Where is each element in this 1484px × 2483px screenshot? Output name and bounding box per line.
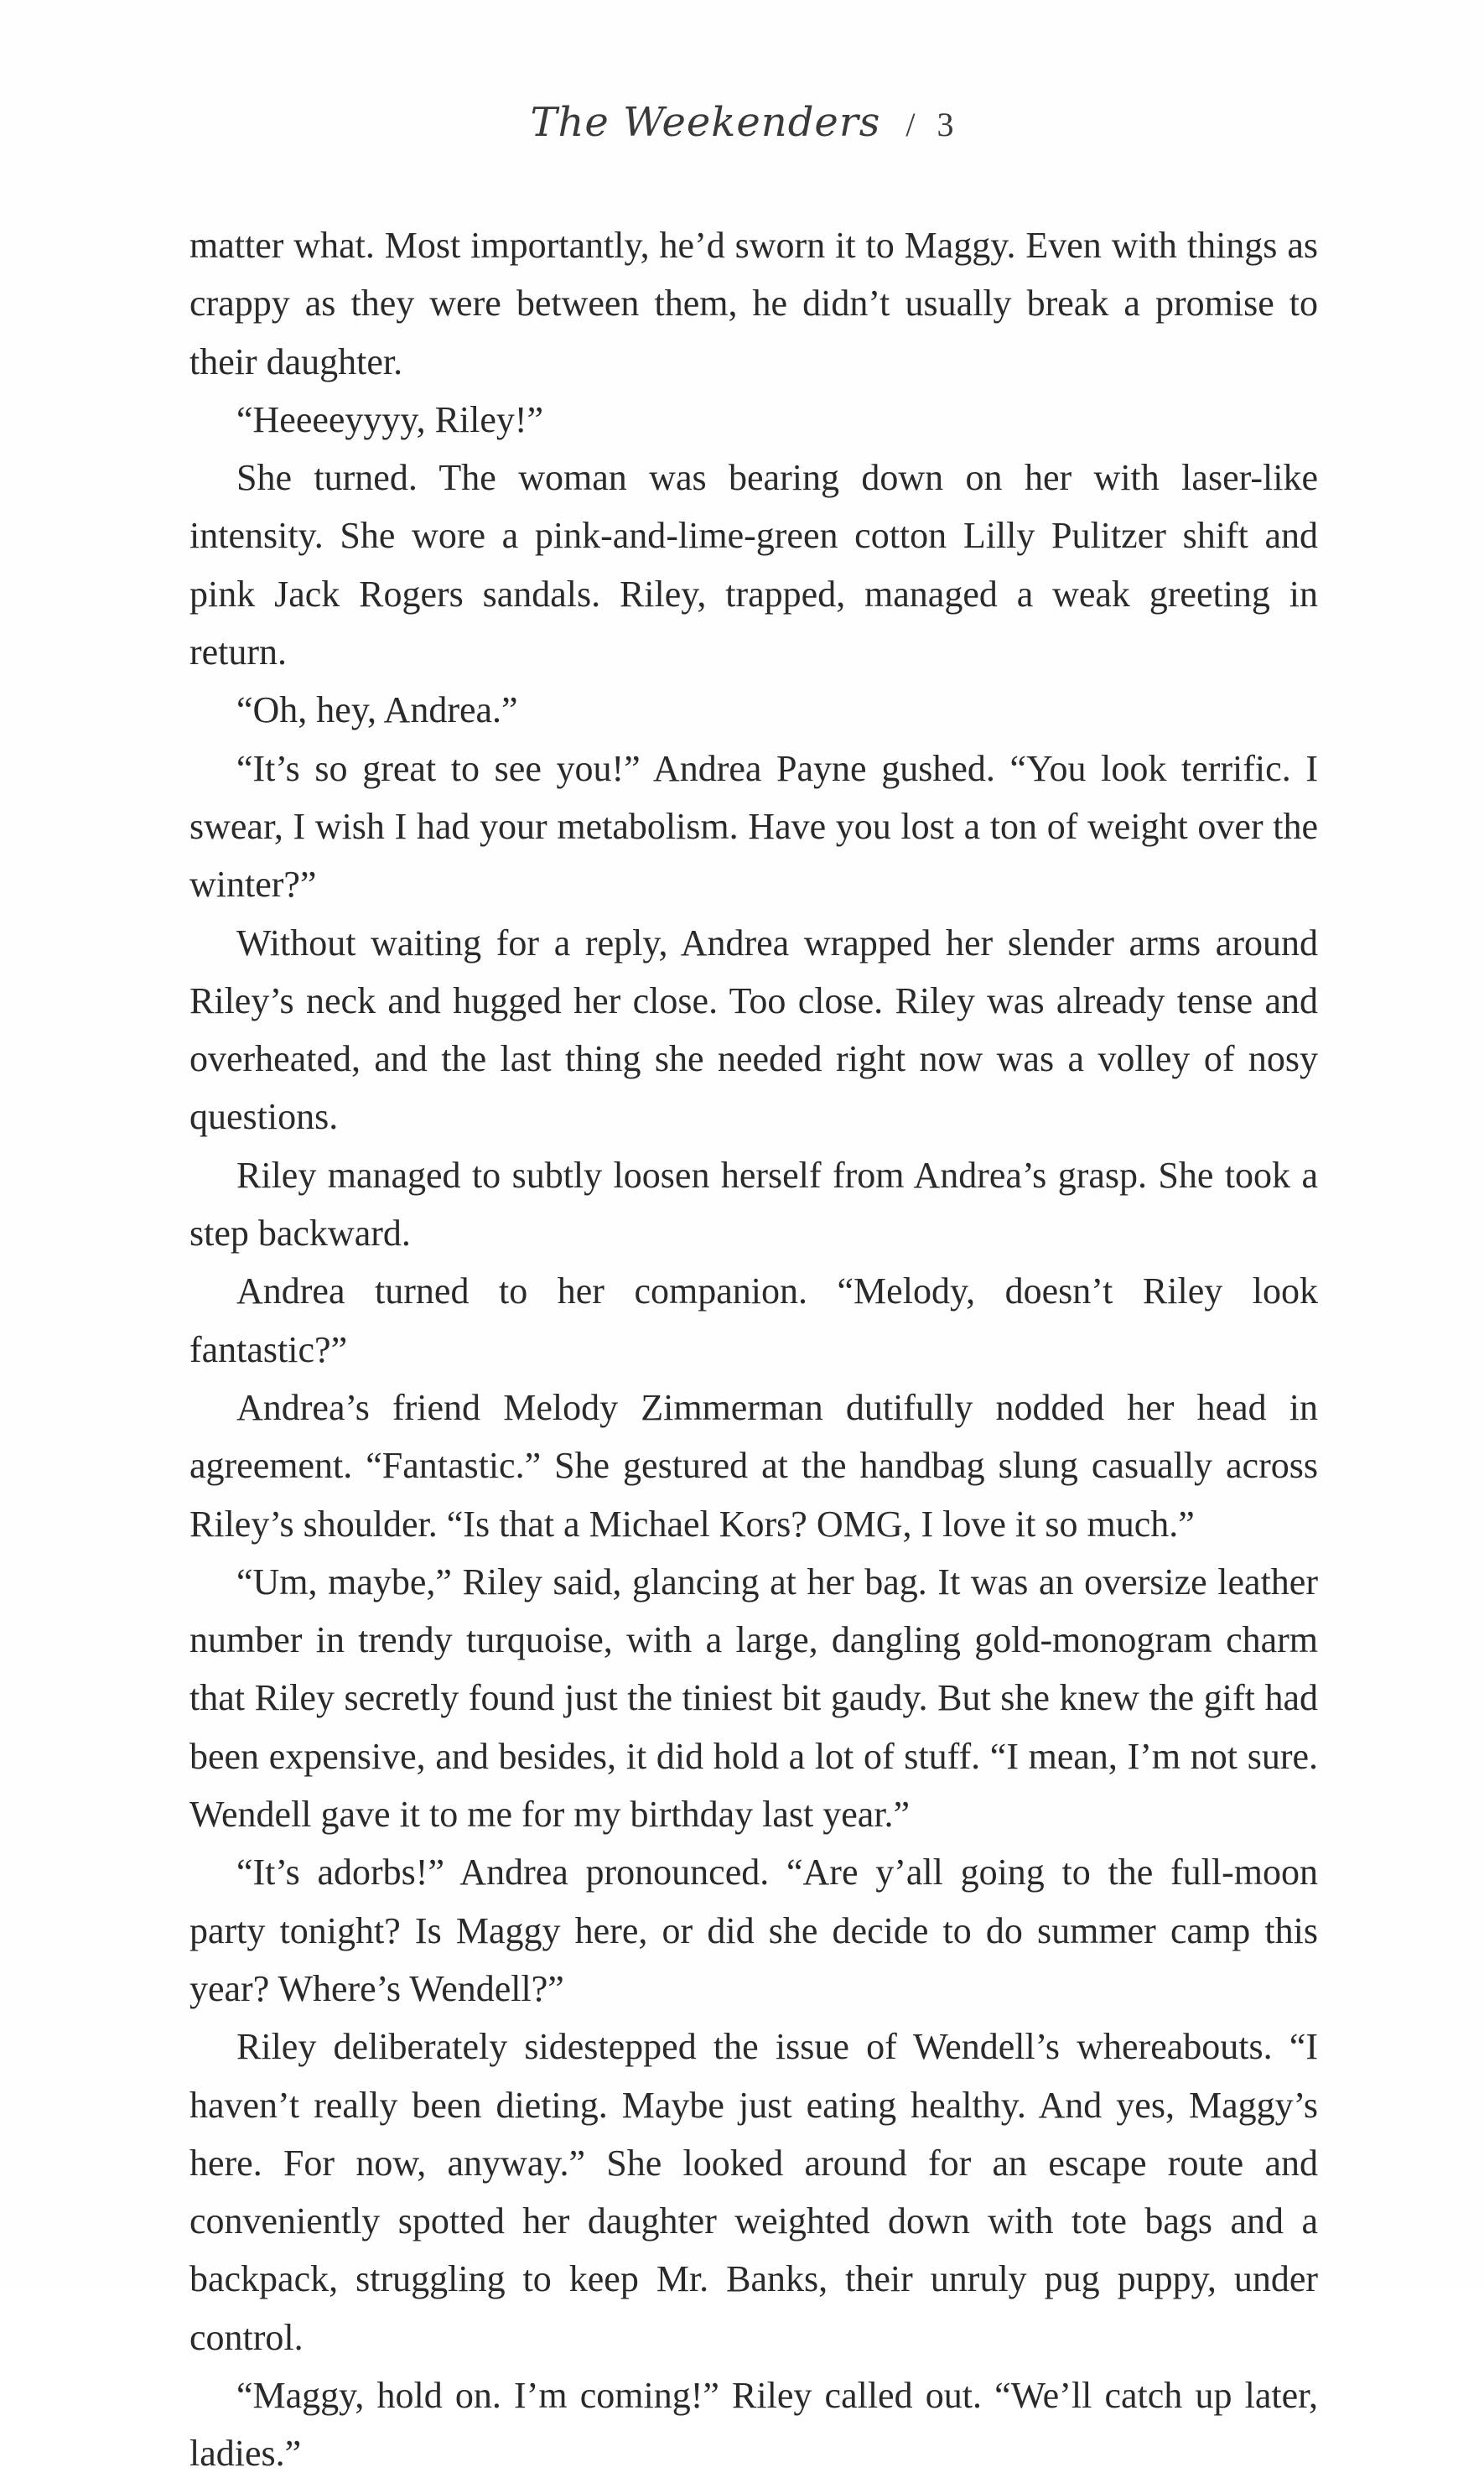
paragraph: She turned. The woman was bearing down on her with laser-like intensity. She wore a pink-and-lime-green cotton Lilly Pulitzer shift and pink Jack Rogers sandals. Riley, trapped, managed a weak greeting in return.: [189, 457, 1318, 673]
book-title: The Weekenders: [530, 99, 881, 146]
paragraph: “Oh, hey, Andrea.”: [236, 689, 518, 731]
paragraph: Andrea’s friend Melody Zimmerman dutifully nodded her head in agreement. “Fantastic.” She gestured at the handbag slung casually across Riley’s shoulder. “Is that a Michael Kors? OMG, I love it so much.”: [189, 1386, 1318, 1545]
paragraph: “Um, maybe,” Riley said, glancing at her bag. It was an oversize leather number in trendy turquoise, with a large, dangling gold-monogram charm that Riley secretly found just the tiniest bit gaudy. But she knew the gift had been expensive, and besides, it did hold a lot of stuff. “I mean, I’m not sure. Wendell gave it to me for my birthday last year.”: [189, 1561, 1318, 1836]
header-separator: /: [905, 106, 916, 143]
page-number: 3: [937, 106, 954, 143]
paragraph: “It’s adorbs!” Andrea pronounced. “Are y’all going to the full-moon party tonight? Is Maggy here, or did she decide to do summer camp this year? Where’s Wendell?”: [189, 1852, 1318, 2009]
paragraph: Riley deliberately sidestepped the issue of Wendell’s whereabouts. “I haven’t really been dieting. Maybe just eating healthy. And yes, Maggy’s here. For now, anyway.” She looked around for an escape route and conveniently spotted her daughter weighted down with tote bags and a backpack, struggling to keep Mr. Banks, their unruly pug puppy, under control.: [189, 2026, 1318, 2358]
paragraph: Andrea turned to her companion. “Melody, doesn’t Riley look fantastic?”: [189, 1270, 1318, 1370]
body-text: [189, 216, 1318, 2483]
paragraph: “Heeeeyyyy, Riley!”: [236, 398, 544, 440]
running-head: [0, 99, 1484, 146]
paragraph: “Maggy, hold on. I’m coming!” Riley called out. “We’ll catch up later, ladies.”: [189, 2374, 1318, 2475]
paragraph: “It’s so great to see you!” Andrea Payne gushed. “You look terrific. I swear, I wish I had your metabolism. Have you lost a ton of weight over the winter?”: [189, 747, 1318, 906]
paragraph: matter what. Most importantly, he’d sworn it to Maggy. Even with things as crappy as they were between them, he didn’t usually break a promise to their daughter.: [189, 225, 1318, 382]
paragraph: Without waiting for a reply, Andrea wrapped her slender arms around Riley’s neck and hugged her close. Too close. Riley was already tense and overheated, and the last thing she needed right now was a volley of nosy questions.: [189, 922, 1318, 1138]
paragraph: Riley managed to subtly loosen herself from Andrea’s grasp. She took a step backward.: [189, 1154, 1318, 1254]
